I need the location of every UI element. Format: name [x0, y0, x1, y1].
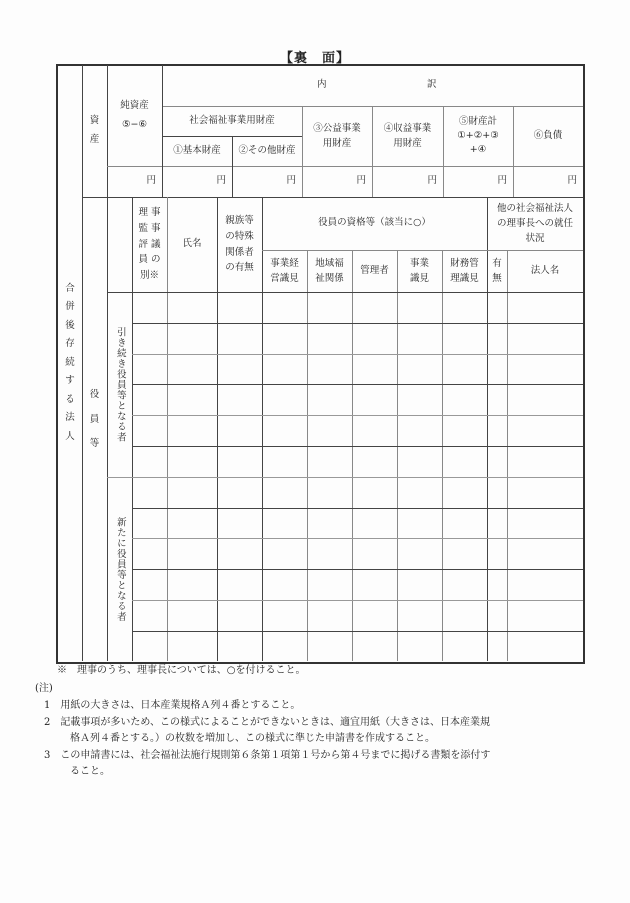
- entry-cell-qual-community-welfare[interactable]: [308, 478, 351, 507]
- entry-cell-yes-no[interactable]: [488, 509, 506, 537]
- entry-cell-qual-business-management[interactable]: [263, 570, 306, 599]
- name-header: 氏名: [182, 238, 202, 250]
- entry-cell-qual-business-management[interactable]: [263, 324, 306, 353]
- entry-cell-yes-no[interactable]: [488, 385, 506, 414]
- entry-cell-corp-name[interactable]: [508, 447, 582, 476]
- entry-cell-name[interactable]: [168, 632, 216, 660]
- entry-cell-qual-manager[interactable]: [353, 447, 396, 476]
- entry-cell-qual-business-management[interactable]: [263, 293, 306, 322]
- entry-cell-yes-no[interactable]: [488, 324, 506, 353]
- entry-cell-qual-business-insight[interactable]: [398, 632, 441, 660]
- entry-cell-name[interactable]: [168, 570, 216, 599]
- social-welfare-assets-header: 社会福祉事業用財産: [189, 114, 275, 126]
- entry-cell-qual-business-management[interactable]: [263, 632, 306, 660]
- entry-cell-officer-type[interactable]: [133, 632, 166, 660]
- entry-cell-qual-financial-management[interactable]: [443, 539, 486, 568]
- entry-cell-yes-no[interactable]: [488, 416, 506, 445]
- entry-cell-relation[interactable]: [218, 539, 261, 568]
- entry-cell-yes-no[interactable]: [488, 601, 506, 630]
- entry-cell-officer-type[interactable]: [133, 385, 166, 414]
- entry-cell-qual-business-insight[interactable]: [398, 509, 441, 537]
- entry-cell-qual-manager[interactable]: [353, 539, 396, 568]
- qual-community-welfare: 地域福 祉関係: [315, 257, 344, 284]
- side-label-merged-corporation: 合 併 後 存 続 す る 法 人: [65, 282, 75, 442]
- entry-cell-corp-name[interactable]: [508, 416, 582, 445]
- entry-cell-officer-type[interactable]: [133, 416, 166, 445]
- continuing-officers-group: 引き続き役員等となる者: [114, 326, 126, 443]
- note-2: 2 記載事項が多いため、この様式によることができないときは、適宜用紙（大きさは、日本産業規: [44, 717, 490, 728]
- entry-cell-relation[interactable]: [218, 324, 261, 353]
- entry-cell-qual-business-insight[interactable]: [398, 416, 441, 445]
- entry-cell-qual-community-welfare[interactable]: [308, 293, 351, 322]
- entry-cell-qual-financial-management[interactable]: [443, 355, 486, 383]
- entry-cell-officer-type[interactable]: [133, 601, 166, 630]
- entry-cell-yes-no[interactable]: [488, 478, 506, 507]
- liabilities-header: ⑥負債: [533, 129, 563, 141]
- officers-label: 役 員 等: [89, 388, 100, 450]
- entry-cell-qual-community-welfare[interactable]: [308, 355, 351, 383]
- entry-cell-officer-type[interactable]: [133, 509, 166, 537]
- entry-cell-corp-name[interactable]: [508, 324, 582, 353]
- entry-cell-relation[interactable]: [218, 355, 261, 383]
- entry-cell-qual-business-management[interactable]: [263, 478, 306, 507]
- asterisk-note: ※ 理事のうち、理事長については、○を付けること。: [57, 665, 306, 676]
- profit-assets-header: ④収益事業 用財産: [383, 122, 432, 149]
- entry-cell-name[interactable]: [168, 447, 216, 476]
- entry-cell-qual-business-insight[interactable]: [398, 447, 441, 476]
- entry-cell-relation[interactable]: [218, 601, 261, 630]
- note-2-continued: 格Ａ列４番とする。）の枚数を増加し、この様式に準じた申請書を作成すること。: [70, 733, 435, 744]
- entry-cell-relation[interactable]: [218, 509, 261, 537]
- entry-cell-name[interactable]: [168, 416, 216, 445]
- entry-cell-qual-financial-management[interactable]: [443, 478, 486, 507]
- entry-cell-yes-no[interactable]: [488, 632, 506, 660]
- entry-cell-corp-name[interactable]: [508, 539, 582, 568]
- entry-cell-corp-name[interactable]: [508, 570, 582, 599]
- entry-cell-qual-financial-management[interactable]: [443, 416, 486, 445]
- breakdown-header: 内 訳: [317, 79, 437, 91]
- entry-cell-qual-financial-management[interactable]: [443, 293, 486, 322]
- entry-cell-officer-type[interactable]: [133, 539, 166, 568]
- entry-cell-qual-business-management[interactable]: [263, 601, 306, 630]
- relation-header: 親族等 の特殊 関係者 の有無: [225, 215, 254, 274]
- entry-cell-corp-name[interactable]: [508, 478, 582, 507]
- entry-cell-qual-community-welfare[interactable]: [308, 601, 351, 630]
- entry-cell-corp-name[interactable]: [508, 293, 582, 322]
- other-assets-value[interactable]: 円: [286, 175, 296, 187]
- total-assets-header: ⑤財産計 ①+②+③ +④: [457, 115, 499, 156]
- entry-cell-officer-type[interactable]: [133, 355, 166, 383]
- yes-no-header: 有 無: [492, 257, 502, 284]
- entry-cell-qual-business-insight[interactable]: [398, 478, 441, 507]
- entry-cell-relation[interactable]: [218, 570, 261, 599]
- entry-cell-name[interactable]: [168, 509, 216, 537]
- qual-business-insight: 事業 識見: [409, 257, 429, 284]
- entry-cell-qual-financial-management[interactable]: [443, 632, 486, 660]
- net-assets-header: 純資産 ⑤−⑥: [120, 99, 149, 130]
- entry-cell-officer-type[interactable]: [133, 570, 166, 599]
- basic-assets-header: ①基本財産: [173, 144, 221, 156]
- entry-cell-yes-no[interactable]: [488, 539, 506, 568]
- new-officers-group: 新たに役員等となる者: [114, 516, 126, 622]
- other-corp-header: 他の社会福祉法人 の理事長への就任 状況: [496, 202, 573, 245]
- entry-cell-qual-community-welfare[interactable]: [308, 385, 351, 414]
- entry-cell-qual-community-welfare[interactable]: [308, 539, 351, 568]
- entry-cell-qual-business-insight[interactable]: [398, 385, 441, 414]
- liabilities-value[interactable]: 円: [567, 175, 577, 187]
- entry-cell-qual-business-management[interactable]: [263, 385, 306, 414]
- total-assets-value[interactable]: 円: [497, 175, 507, 187]
- entry-cell-name[interactable]: [168, 293, 216, 322]
- entry-cell-officer-type[interactable]: [133, 293, 166, 322]
- entry-cell-officer-type[interactable]: [133, 478, 166, 507]
- entry-cell-qual-financial-management[interactable]: [443, 447, 486, 476]
- entry-cell-relation[interactable]: [218, 478, 261, 507]
- entry-cell-qual-manager[interactable]: [353, 355, 396, 383]
- entry-cell-qual-community-welfare[interactable]: [308, 632, 351, 660]
- assets-label: 資 産: [89, 115, 100, 145]
- entry-cell-yes-no[interactable]: [488, 570, 506, 599]
- entry-cell-qual-manager[interactable]: [353, 385, 396, 414]
- page-title: 【裏 面】: [279, 51, 350, 66]
- public-interest-assets-header: ③公益事業 用財産: [313, 122, 361, 149]
- entry-cell-corp-name[interactable]: [508, 632, 582, 660]
- note-3: 3 この申請書には、社会福祉法施行規則第６条第１項第１号から第４号までに掲げる書類を添付す: [44, 750, 491, 761]
- entry-cell-qual-business-insight[interactable]: [398, 539, 441, 568]
- entry-cell-qual-manager[interactable]: [353, 570, 396, 599]
- note-3-continued: ること。: [70, 766, 110, 777]
- entry-cell-qual-manager[interactable]: [353, 324, 396, 353]
- entry-cell-qual-business-management[interactable]: [263, 416, 306, 445]
- entry-cell-relation[interactable]: [218, 385, 261, 414]
- net-assets-value[interactable]: 円: [146, 175, 156, 187]
- entry-cell-corp-name[interactable]: [508, 601, 582, 630]
- entry-cell-yes-no[interactable]: [488, 293, 506, 322]
- entry-cell-corp-name[interactable]: [508, 385, 582, 414]
- entry-cell-qual-financial-management[interactable]: [443, 324, 486, 353]
- entry-cell-qual-community-welfare[interactable]: [308, 447, 351, 476]
- entry-cell-corp-name[interactable]: [508, 509, 582, 537]
- entry-cell-qual-community-welfare[interactable]: [308, 324, 351, 353]
- note-1: 1 用紙の大きさは、日本産業規格Ａ列４番とすること。: [44, 700, 301, 711]
- notes-header: (注): [35, 683, 53, 694]
- entry-cell-officer-type[interactable]: [133, 447, 166, 476]
- entry-cell-qual-community-welfare[interactable]: [308, 570, 351, 599]
- qualification-header: 役員の資格等（該当に○）: [318, 217, 431, 229]
- entry-cell-qual-business-insight[interactable]: [398, 293, 441, 322]
- entry-cell-qual-business-insight[interactable]: [398, 601, 441, 630]
- entry-cell-qual-financial-management[interactable]: [443, 570, 486, 599]
- qual-financial-management: 財務管 理識見: [450, 257, 479, 284]
- entry-cell-qual-manager[interactable]: [353, 632, 396, 660]
- entry-cell-relation[interactable]: [218, 416, 261, 445]
- entry-cell-qual-manager[interactable]: [353, 293, 396, 322]
- qual-manager: 管理者: [360, 264, 389, 276]
- entry-cell-qual-business-insight[interactable]: [398, 355, 441, 383]
- officer-type-header: 理 事 監 事 評 議 員 の 別※: [138, 207, 161, 281]
- entry-cell-qual-business-management[interactable]: [263, 447, 306, 476]
- entry-cell-qual-business-management[interactable]: [263, 509, 306, 537]
- entry-cell-qual-manager[interactable]: [353, 601, 396, 630]
- entry-cell-qual-business-insight[interactable]: [398, 570, 441, 599]
- entry-cell-qual-financial-management[interactable]: [443, 385, 486, 414]
- profit-assets-value[interactable]: 円: [427, 175, 437, 187]
- basic-assets-value[interactable]: 円: [216, 175, 226, 187]
- entry-cell-qual-business-management[interactable]: [263, 355, 306, 383]
- entry-cell-relation[interactable]: [218, 293, 261, 322]
- entry-cell-relation[interactable]: [218, 632, 261, 660]
- entry-cell-qual-financial-management[interactable]: [443, 601, 486, 630]
- entry-cell-yes-no[interactable]: [488, 355, 506, 383]
- entry-cell-qual-manager[interactable]: [353, 478, 396, 507]
- entry-cell-qual-community-welfare[interactable]: [308, 416, 351, 445]
- entry-cell-yes-no[interactable]: [488, 447, 506, 476]
- entry-cell-qual-manager[interactable]: [353, 416, 396, 445]
- entry-cell-qual-business-management[interactable]: [263, 539, 306, 568]
- entry-cell-relation[interactable]: [218, 447, 261, 476]
- entry-cell-name[interactable]: [168, 478, 216, 507]
- entry-cell-name[interactable]: [168, 324, 216, 353]
- qual-business-management: 事業経 営識見: [270, 257, 299, 284]
- entry-cell-qual-business-insight[interactable]: [398, 324, 441, 353]
- entry-cell-name[interactable]: [168, 385, 216, 414]
- entry-cell-qual-manager[interactable]: [353, 509, 396, 537]
- entry-cell-name[interactable]: [168, 355, 216, 383]
- entry-cell-name[interactable]: [168, 539, 216, 568]
- corp-name-header: 法人名: [530, 264, 560, 276]
- public-interest-assets-value[interactable]: 円: [356, 175, 366, 187]
- other-assets-header: ②その他財産: [238, 144, 296, 156]
- entry-cell-corp-name[interactable]: [508, 355, 582, 383]
- entry-cell-qual-financial-management[interactable]: [443, 509, 486, 537]
- entry-cell-name[interactable]: [168, 601, 216, 630]
- entry-cell-qual-community-welfare[interactable]: [308, 509, 351, 537]
- entry-cell-officer-type[interactable]: [133, 324, 166, 353]
